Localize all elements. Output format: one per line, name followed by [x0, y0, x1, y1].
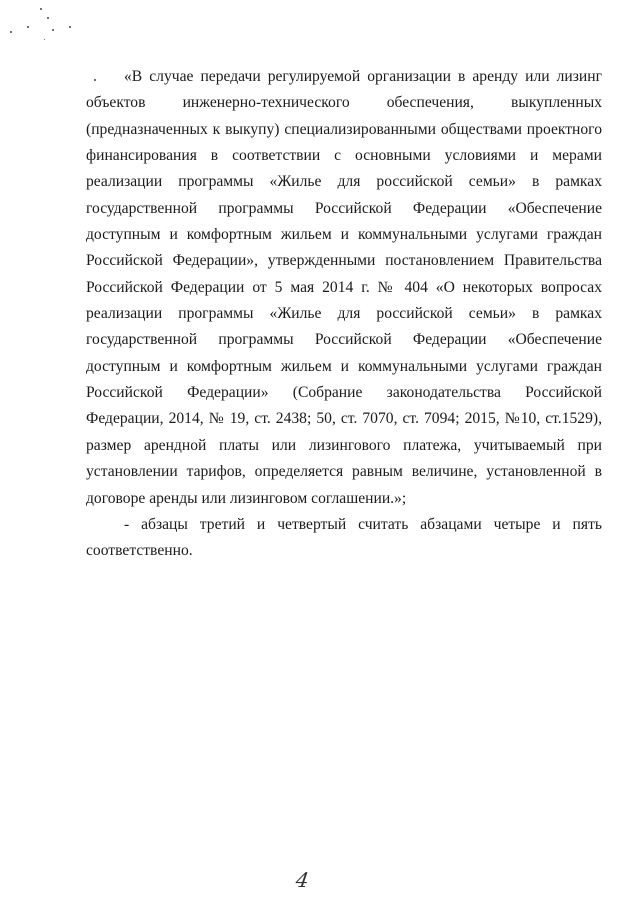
scan-speck	[69, 26, 71, 28]
paragraph-amendment-text: «В случае передачи регулируемой организации в аренду или лизинг объектов инженерно-технического обеспечения, выкупленных (предназначенных к выкупу) специализированными обществами проектного финансирования в соответствии с основными условиями и мерами реализации программы «Жилье для российской семьи» в рамках государственной программы Российской Федерации «Обеспечение доступным и комфортным жильем и коммунальными услугами граждан Российской Федерации», утвержденными постановлением Правительства Российской Федерации от 5 мая 2014 г. № 404 «О некоторых вопросах реализации программы «Жилье для российской семьи» в рамках государственной программы Российской Федерации «Обеспечение доступным и комфортным жильем и коммунальными услугами граждан Российской Федерации» (Собрание законодательства Российской Федерации, 2014, № 19, ст. 2438; 50, ст. 7070, ст. 7094; 2015, №10, ст.1529), размер арендной платы или лизингового платежа, учитываемый при установлении тарифов, определяется равным величине, установленной в договоре аренды или лизинговом соглашении.»;	[86, 68, 602, 507]
scan-speck	[44, 39, 45, 40]
scan-speck	[52, 29, 54, 31]
document-body	[86, 64, 602, 565]
scan-speck	[40, 8, 42, 10]
paragraph-renumbering: - абзацы третий и четвертый считать абзацами четыре и пять соответственно.	[86, 515, 602, 560]
scan-speck	[47, 17, 49, 19]
scan-speck	[10, 31, 12, 33]
scan-speck	[27, 26, 29, 28]
page-number: 4	[294, 868, 311, 892]
